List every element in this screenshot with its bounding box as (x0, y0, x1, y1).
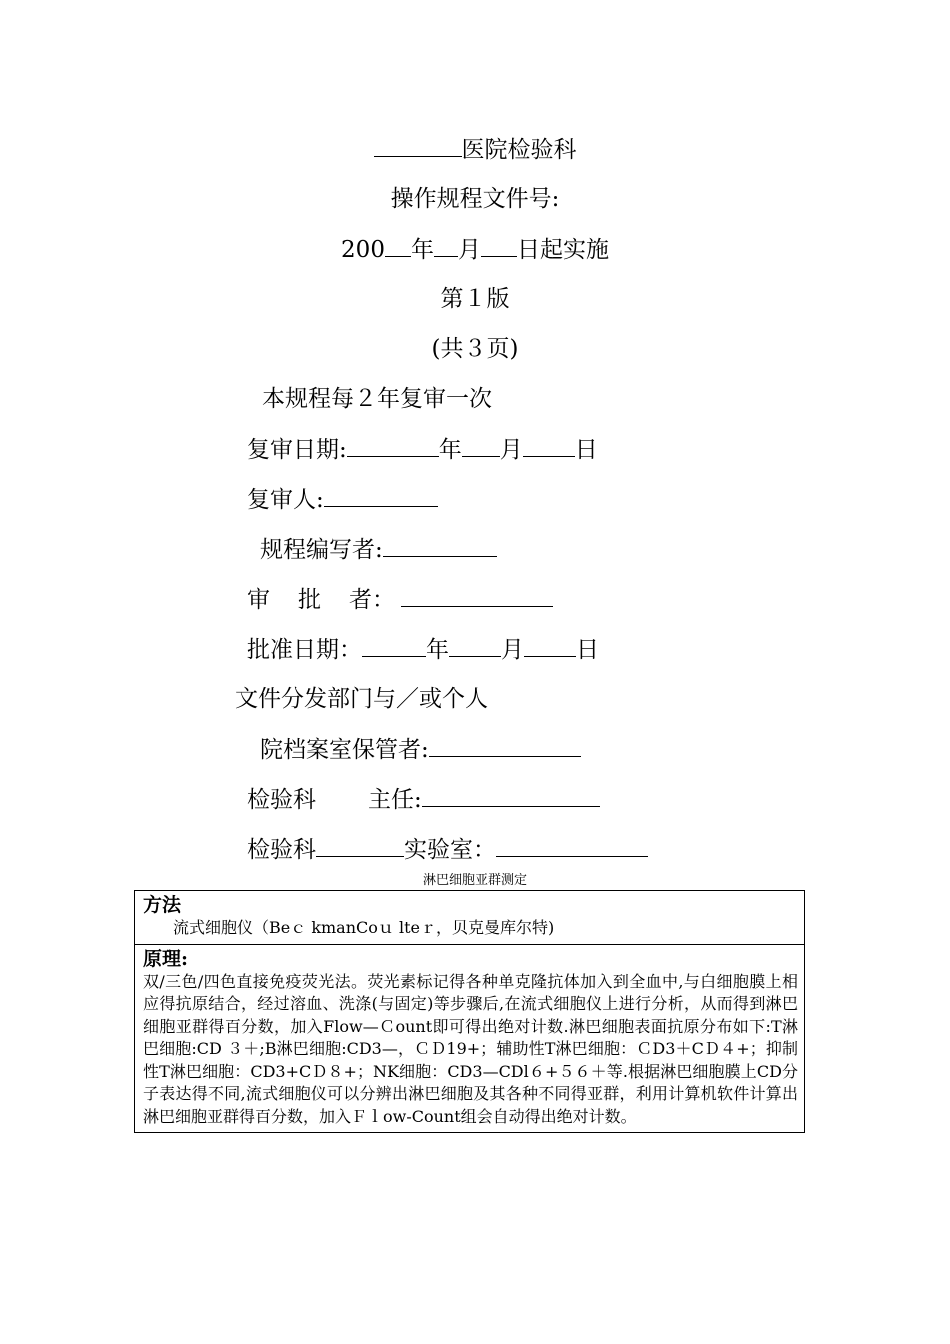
approve-date-month-blank (449, 634, 501, 657)
reviewer-line (247, 484, 438, 515)
review-day-label: 日 (574, 437, 598, 463)
approve-date-label: 批准日期： (247, 637, 362, 663)
approve-date-day-blank (524, 634, 576, 657)
approve-date-year-blank (362, 634, 426, 657)
review-date-label: 复审日期: (247, 437, 347, 463)
lab-room-blank (496, 834, 648, 857)
lab-room-label: 实验室： (404, 837, 496, 863)
approver-label-1: 审 (247, 587, 270, 613)
principle-text: 双/三色/四色直接免疫荧光法。荧光素标记得各种单克隆抗体加入到全血中,与白细胞膜上相应得抗原结合，经过溶血、洗涤(与固定)等步骤后,在流式细胞仪上进行分析，从而得到淋巴细胞亚群得百分数，加入Flow—Ｃount即可得出绝对计数.淋巴细胞表面抗原分布如下:T淋巴细胞:CD ３＋;B淋巴细胞:CD3—，ＣＤ19+；辅助性T淋巴细胞：ＣD3＋CＤ４+；抑制性T淋巴细胞：CD3+CＤ８+；NK细胞：CD3—CDl６+５６＋等.根据淋巴细胞膜上CD分子表达得不同,流式细胞仪可以分辨出淋巴细胞及其各种不同得亚群，利用计算机软件计算出淋巴细胞亚群得百分数，加入Ｆｌow-Count组会自动得出绝对计数。 (143, 971, 798, 1126)
reviewer-label: 复审人: (247, 487, 324, 513)
review-month-label: 月 (499, 437, 523, 463)
effective-year-blank (385, 234, 411, 257)
review-year-label: 年 (438, 437, 462, 463)
archive-blank (429, 734, 581, 757)
approver-blank (401, 584, 553, 607)
hospital-dept-title: 医院检验科 (461, 137, 577, 163)
approver-label-3: 者： (349, 587, 395, 613)
method-title: 方法 (143, 894, 182, 916)
archive-line (260, 734, 581, 765)
approve-month-label: 月 (501, 637, 524, 663)
procedure-table (134, 890, 805, 1133)
section-caption: 淋巴细胞亚群测定 (422, 873, 527, 888)
review-date-month-blank (462, 434, 500, 457)
effective-suffix: 日起实施 (516, 237, 609, 263)
review-date-year-blank (347, 434, 439, 457)
approve-date-line (247, 634, 599, 665)
author-line (260, 534, 497, 565)
procedure-number: 操作规程文件号: (390, 186, 560, 212)
lab-room-line (247, 834, 648, 865)
effective-prefix: 200 (341, 237, 385, 263)
effective-year-label: 年 (410, 237, 434, 263)
edition: 第１版 (440, 286, 510, 312)
principle-cell (135, 944, 805, 1133)
director-label: 主任: (368, 787, 422, 813)
approve-year-label: 年 (426, 637, 449, 663)
review-cycle: 本规程每２年复审一次 (262, 386, 492, 412)
effective-day-blank (481, 234, 517, 257)
effective-month-label: 月 (457, 237, 481, 263)
lab-dept-blank (316, 834, 404, 857)
author-label: 规程编写者: (260, 537, 383, 563)
director-line (247, 784, 600, 815)
page-count: (共３页) (431, 336, 519, 362)
archive-label: 院档案室保管者: (260, 737, 429, 763)
hospital-line (0, 134, 950, 165)
method-row (135, 891, 805, 945)
effective-month-blank (434, 234, 458, 257)
hospital-name-blank (374, 134, 462, 157)
principle-title: 原理: (143, 947, 189, 970)
reviewer-blank (324, 484, 438, 507)
approver-label-2: 批 (298, 587, 321, 613)
review-date-day-blank (523, 434, 575, 457)
lab-dept-1: 检验科 (247, 787, 316, 813)
review-date-line (247, 434, 598, 465)
method-text: 流式细胞仪（Beｃ kmanCoｕ lteｒ，贝克曼库尔特) (173, 918, 555, 937)
method-cell (135, 891, 805, 945)
director-blank (422, 784, 600, 807)
approve-day-label: 日 (576, 637, 599, 663)
principle-row (135, 944, 805, 1133)
effective-date-line (0, 234, 950, 265)
distribution-label: 文件分发部门与／或个人 (235, 686, 488, 712)
approver-line (247, 584, 553, 615)
author-blank (383, 534, 497, 557)
lab-dept-2: 检验科 (247, 837, 316, 863)
